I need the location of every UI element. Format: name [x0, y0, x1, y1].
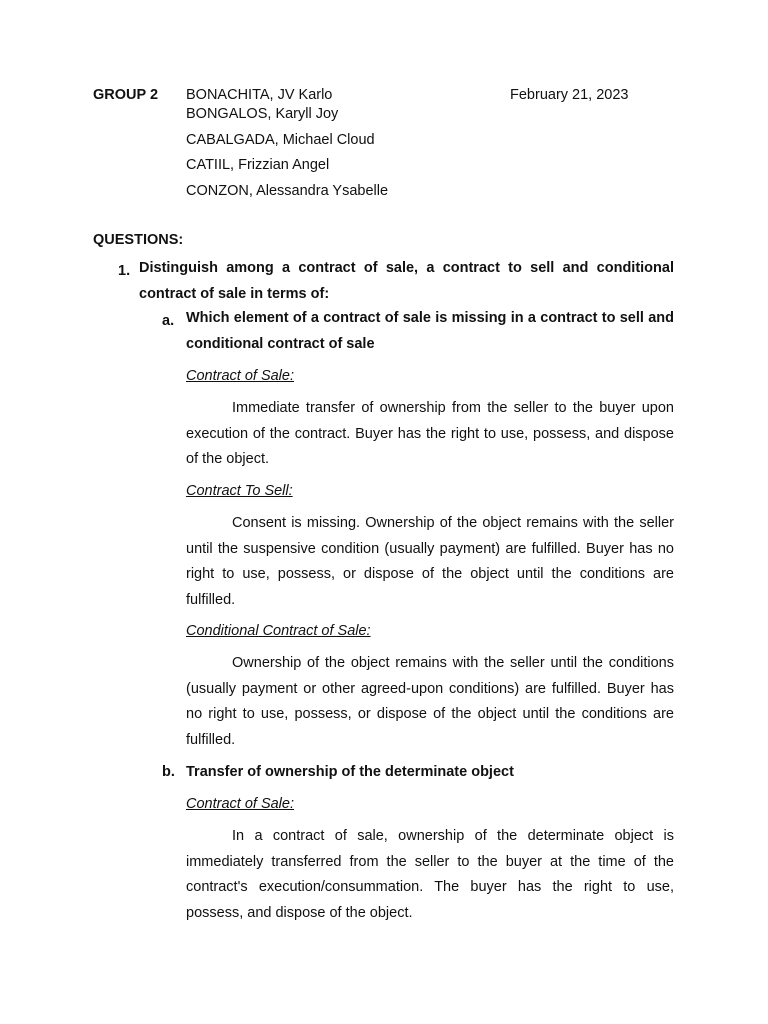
section-body: Ownership of the object remains with the seller until the conditions (usually payment or other agreed-upon conditions) are fulfilled. Buyer has no right to use, possess, or dispose of the object until the conditions are fulfilled. [186, 655, 674, 748]
group-label: GROUP 2 [93, 87, 159, 103]
member-name: CABALGADA, Michael Cloud [186, 132, 375, 148]
section-body: In a contract of sale, ownership of the determinate object is immediately transferred from the seller to the buyer at the time of the contract's execution/consummation. The buyer has the right to use, possess, and dispose of the object. [186, 828, 674, 921]
section-heading: Contract of Sale: [186, 368, 294, 384]
section-heading: Contract To Sell: [186, 483, 293, 499]
subquestion-letter: a. [162, 313, 175, 329]
member-name: BONGALOS, Karyll Joy [186, 106, 339, 122]
question-number: 1. [118, 263, 131, 279]
member-name: CATIIL, Frizzian Angel [186, 157, 330, 173]
section-body: Consent is missing. Ownership of the object remains with the seller until the suspensive condition (usually payment) are fulfilled. Buyer has no right to use, possess, or dispose of the object until the conditions are fulfilled. [186, 515, 674, 608]
subquestion-letter: b. [162, 764, 175, 780]
section-heading: Conditional Contract of Sale: [186, 623, 371, 639]
questions-title: QUESTIONS: [93, 232, 184, 248]
section-heading: Contract of Sale: [186, 796, 294, 812]
member-name: CONZON, Alessandra Ysabelle [186, 183, 389, 199]
member-name: BONACHITA, JV Karlo [186, 87, 333, 103]
document-date: February 21, 2023 [510, 87, 629, 103]
section-body: Immediate transfer of ownership from the seller to the buyer upon execution of the contract. Buyer has the right to use, possess, and dispose of the object. [186, 400, 674, 467]
subquestion-text: Transfer of ownership of the determinate object [186, 764, 514, 780]
question-text: Distinguish among a contract of sale, a contract to sell and conditional contract of sale in terms of: [139, 260, 674, 302]
subquestion-text: Which element of a contract of sale is missing in a contract to sell and conditional contract of sale [186, 310, 674, 352]
